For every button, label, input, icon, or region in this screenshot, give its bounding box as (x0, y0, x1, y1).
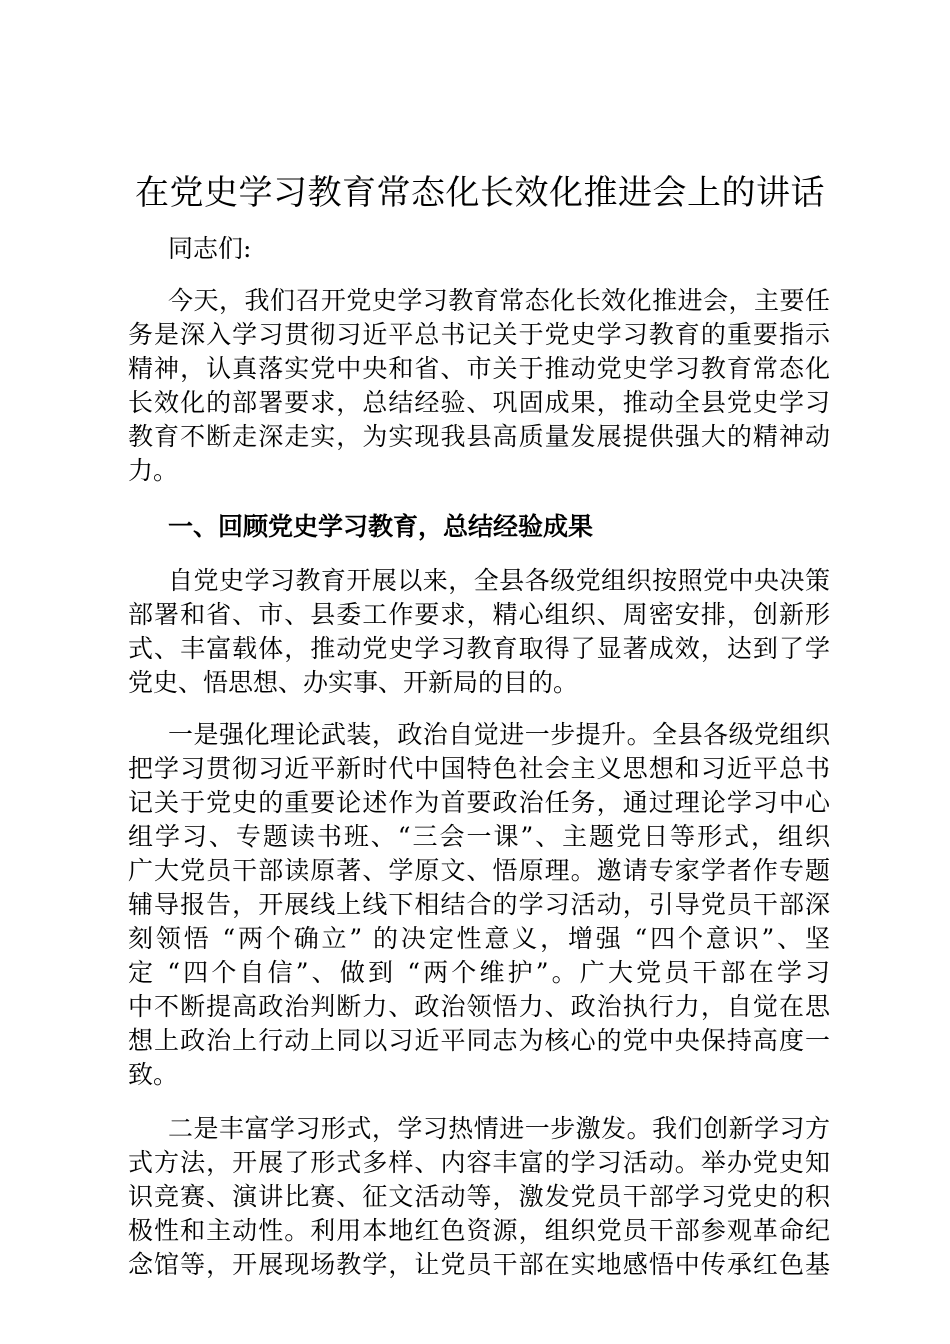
section1-line: 部署和省、市、县委工作要求，精心组织、周密安排，创新形 (128, 600, 830, 629)
intro-line: 务是深入学习贯彻习近平总书记关于党史学习教育的重要指示 (128, 320, 830, 349)
point2-line: 识竞赛、演讲比赛、征文活动等，激发党员干部学习党史的积 (128, 1182, 830, 1211)
salutation: 同志们: (168, 234, 252, 263)
point2-line: 念馆等，开展现场教学，让党员干部在实地感悟中传承红色基 (128, 1250, 830, 1279)
intro-line: 长效化的部署要求，总结经验、巩固成果，推动全县党史学习 (128, 388, 830, 417)
section1-line: 党史、悟思想、办实事、开新局的目的。 (128, 668, 579, 697)
point1-line: 中不断提高政治判断力、政治领悟力、政治执行力，自觉在思 (128, 992, 830, 1021)
point1-line: 广大党员干部读原著、学原文、悟原理。邀请专家学者作专题 (128, 856, 830, 885)
point2-line: 极性和主动性。利用本地红色资源，组织党员干部参观革命纪 (128, 1216, 830, 1245)
section1-line: 式、丰富载体，推动党史学习教育取得了显著成效，达到了学 (128, 634, 830, 663)
point1-line: 刻领悟 “两个确立” 的决定性意义，增强 “四个意识”、坚 (128, 924, 830, 953)
intro-line: 教育不断走深走实，为实现我县高质量发展提供强大的精神动 (128, 422, 830, 451)
document-title: 在党史学习教育常态化长效化推进会上的讲话 (135, 173, 825, 213)
point1-line: 致。 (128, 1060, 179, 1089)
point2-line: 式方法，开展了形式多样、内容丰富的学习活动。举办党史知 (128, 1148, 830, 1177)
point1-line: 组学习、专题读书班、“三会一课”、主题党日等形式，组织 (128, 822, 830, 851)
point1-line: 定 “四个自信”、做到 “两个维护”。广大党员干部在学习 (128, 958, 830, 987)
point1-line: 辅导报告，开展线上线下相结合的学习活动，引导党员干部深 (128, 890, 830, 919)
point1-line: 记关于党史的重要论述作为首要政治任务，通过理论学习中心 (128, 788, 830, 817)
point1-line: 一是强化理论武装，政治自觉进一步提升。全县各级党组织 (168, 720, 830, 749)
intro-line: 今天，我们召开党史学习教育常态化长效化推进会，主要任 (168, 286, 830, 315)
point1-line: 把学习贯彻习近平新时代中国特色社会主义思想和习近平总书 (128, 754, 830, 783)
intro-line: 精神，认真落实党中央和省、市关于推动党史学习教育常态化 (128, 354, 830, 383)
intro-line: 力。 (128, 456, 179, 485)
point2-line: 二是丰富学习形式，学习热情进一步激发。我们创新学习方 (168, 1114, 830, 1143)
section-heading: 一、回顾党史学习教育，总结经验成果 (168, 512, 594, 541)
point1-line: 想上政治上行动上同以习近平同志为核心的党中央保持高度一 (128, 1026, 830, 1055)
section1-line: 自党史学习教育开展以来，全县各级党组织按照党中央决策 (168, 566, 830, 595)
